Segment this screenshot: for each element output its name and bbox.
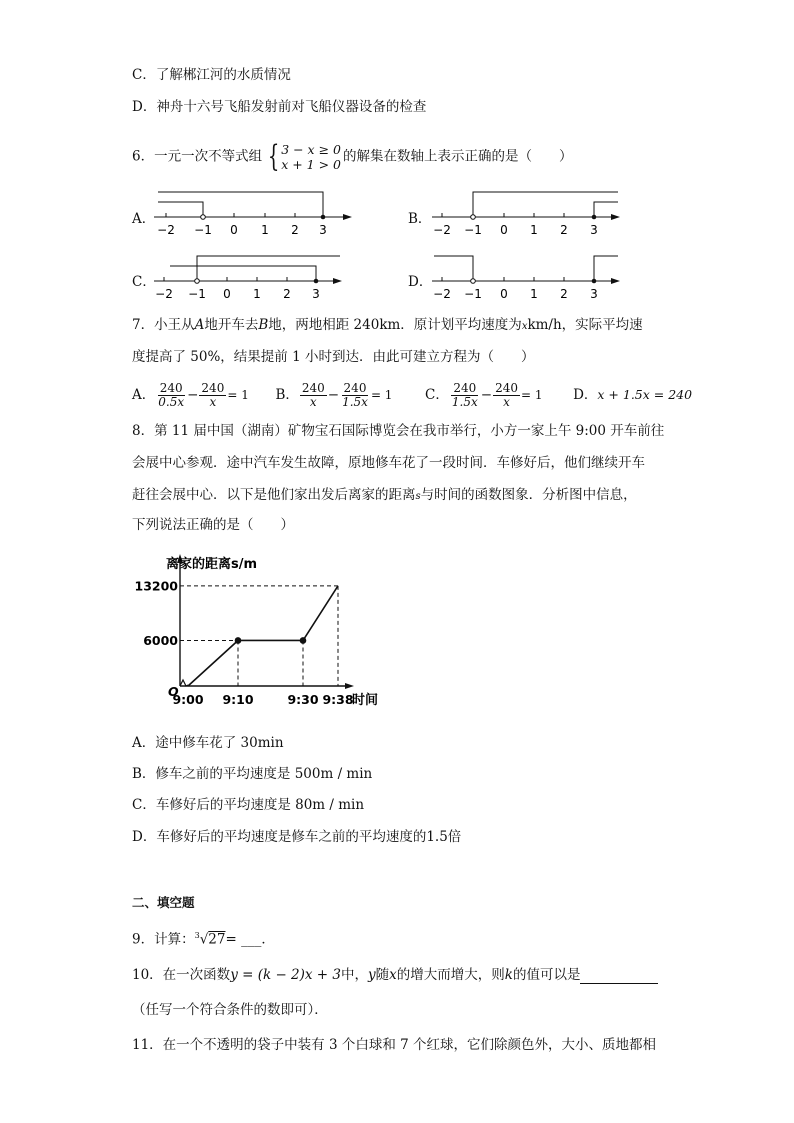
q6-option-d-label: D． [408,274,433,290]
root-index: 3 [194,931,200,940]
tick-label: 1 [530,287,538,301]
arrow-icon [611,214,620,220]
q6-question [132,139,573,174]
brace-icon: { [267,139,280,174]
q10-var-y: y [368,967,376,983]
q6-prefix: 6．一元一次不等式组 [132,148,263,165]
tick-label: 2 [283,287,291,301]
closed-dot [314,279,319,284]
q7-place-a: A [194,317,205,333]
q6-inequality-2: x + 1 > 0 [281,157,341,172]
data-point [300,637,307,644]
tick-label: 1 [261,223,269,237]
tick-label: 0 [230,223,238,237]
radicand: 27 [208,931,226,948]
tick-label: 2 [291,223,299,237]
x-axis-arrow-icon [345,683,354,689]
tick-label: 3 [590,223,598,237]
tick-label: 1 [530,223,538,237]
q7-option-d: D．x + 1.5x = 240 [573,387,693,403]
distance-time-chart [130,548,392,723]
closed-dot [321,215,326,220]
q10-line-2: （任写一个符合条件的数即可）． [132,1002,328,1018]
open-dot [471,215,476,220]
open-dot [195,279,200,284]
q10-text: 中， [341,967,369,983]
tick-label: −2 [433,287,451,301]
q7-options [132,380,692,410]
origin-label: O [168,684,179,699]
q9-suffix: = ___． [225,931,275,948]
q10-text: 随 [375,967,390,983]
q6-suffix: 的解集在数轴上表示正确的是（ ） [342,148,573,165]
tick-label: 0 [223,287,231,301]
tick-label: −1 [464,287,482,301]
tick-label: 1 [253,287,261,301]
q6-inequality-system [264,139,341,174]
q7-text: km/h，实际平均速 [527,317,643,333]
y-tick-label: 13200 [134,578,178,594]
tick-label: 0 [500,287,508,301]
q10-text: 10．在一次函数 [132,967,231,983]
q6-option-c-label: C． [132,274,156,290]
q8-text: 赶往会展中心．以下是他们家出发后离家的距离 [132,487,416,503]
open-dot [471,279,476,284]
q10-var-k: k [504,967,513,983]
range-line [594,256,618,281]
tick-label: −2 [155,287,173,301]
x-tick-label: 9:00 [172,692,204,707]
number-line-a [150,186,360,240]
q6-inequality-1: 3 − x ≥ 0 [281,142,341,157]
number-line-c [150,250,350,304]
answer-blank[interactable] [580,969,658,984]
range-line [170,266,316,281]
q7-line-1 [132,316,643,336]
q9-question [132,927,275,949]
range-line [473,192,618,217]
number-line-d [428,250,628,304]
q9-prefix: 9．计算： [132,931,195,948]
q7-text: 地，两地相距 240km．原计划平均速度为 [268,317,522,333]
q8-option-a: A．途中修车花了 30min [132,735,284,751]
q10-line-1 [132,966,658,984]
y-axis-title: 离家的距离s/m [166,557,258,572]
q10-text: 的值可以是 [512,967,581,983]
q8-text: 与时间的函数图象．分析图中信息， [420,487,637,503]
data-point [235,637,242,644]
series-line [188,586,338,686]
x-tick-label: 9:10 [222,692,254,707]
range-line [197,256,340,281]
section-title: 二、填空题 [132,895,195,910]
q7-place-b: B [258,317,269,333]
q5-option-d: D．神舟十六号飞船发射前对飞船仪器设备的检查 [132,99,427,115]
tick-label: −1 [464,223,482,237]
x-tick-label: 9:38 [322,692,354,707]
q7-option-c: C． $\frac{240}{1.5x}$ − $\frac{240}{x}$ = 1 [425,381,543,409]
axis-break-icon [180,680,188,686]
open-dot [201,215,206,220]
tick-label: −2 [157,223,175,237]
range-line [158,202,203,217]
tick-label: 3 [312,287,320,301]
q10-var-x: x [389,967,397,983]
arrow-icon [611,278,620,284]
q7-text: 7．小王从 [132,317,195,333]
q8-line-3 [132,486,637,506]
range-line [158,192,323,217]
q8-option-d: D．车修好后的平均速度是修车之前的平均速度的1.5倍 [132,829,462,845]
q10-text: 的增大而增大，则 [396,967,505,983]
tick-label: 0 [500,223,508,237]
q7-var-x: x [521,321,528,332]
q11-line-1: 11．在一个不透明的袋子中装有 3 个白球和 7 个红球，它们除颜色外，大小、质地都相 [132,1037,657,1053]
closed-dot [592,215,597,220]
tick-label: −1 [188,287,206,301]
y-tick-label: 6000 [143,632,178,648]
tick-label: 2 [560,223,568,237]
number-line-b [428,186,628,240]
x-axis-title: 时间 [352,693,379,708]
q8-option-b: B．修车之前的平均速度是 500m / min [132,766,373,782]
range-line [594,202,618,217]
arrow-icon [333,278,342,284]
q8-line-1: 8．第 11 届中国（湖南）矿物宝石国际博览会在我市举行，小方一家上午 9:00 开车前往 [132,423,665,439]
q7-option-a: A． $\frac{240}{0.5x}$ − $\frac{240}{x}$ = 1 [132,381,249,409]
q5-option-c: C．了解郴江河的水质情况 [132,67,291,83]
closed-dot [592,279,597,284]
q7-text: 地开车去 [204,317,259,333]
q8-option-c: C．车修好后的平均速度是 80m / min [132,797,365,813]
x-tick-label: 9:30 [287,692,319,707]
tick-label: −2 [433,223,451,237]
q8-line-2: 会展中心参观．途中汽车发生故障，原地修车花了一段时间．车修好后，他们继续开车 [132,455,645,471]
tick-label: −1 [194,223,212,237]
tick-label: 3 [319,223,327,237]
q6-option-a-label: A． [132,211,156,227]
q8-var-s: s [415,491,421,502]
radical-icon: √ [199,931,209,948]
tick-label: 2 [560,287,568,301]
q6-option-b-label: B． [408,211,432,227]
range-line [434,256,473,281]
q7-option-b: B． $\frac{240}{x}$ − $\frac{240}{1.5x}$ = 1 [275,381,393,409]
q10-function: y = (k − 2)x + 3 [230,967,342,983]
y-tick-labels [135,578,179,648]
q8-line-4: 下列说法正确的是（ ） [132,517,294,533]
x-tick-labels [172,692,353,707]
tick-label: 3 [590,287,598,301]
arrow-icon [343,214,352,220]
q7-line-2: 度提高了 50%，结果提前 1 小时到达．由此可建立方程为（ ） [132,349,535,365]
